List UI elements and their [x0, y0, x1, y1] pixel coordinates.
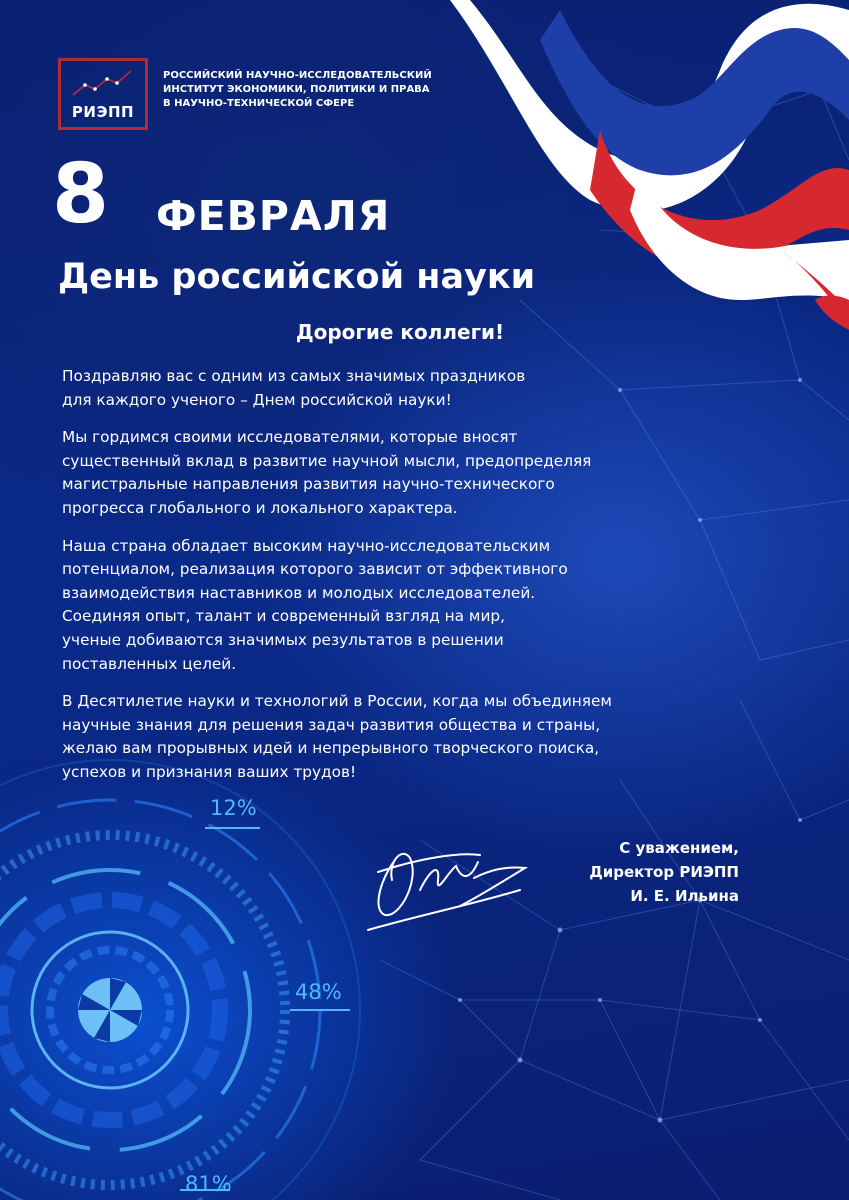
- signature-position: Директор РИЭПП: [589, 863, 739, 881]
- institute-name: [163, 69, 483, 111]
- paragraph: [62, 426, 762, 520]
- paragraph-line: Наша страна обладает высоким научно-исследовательским: [62, 536, 551, 555]
- paragraph-line: прогресса глобального и локального характера.: [62, 498, 458, 517]
- chart-trend-icon: [71, 69, 137, 99]
- paragraph: [62, 365, 762, 412]
- paragraph-line: ученые добиваются значимых результатов в решении: [62, 630, 504, 649]
- logo-abbreviation: РИЭПП: [71, 103, 135, 121]
- date-month: ФЕВРАЛЯ: [156, 192, 391, 240]
- paragraph-line: для каждого ученого – Днем российской науки!: [62, 390, 452, 409]
- letter-body: [62, 365, 762, 799]
- institute-name-line: РОССИЙСКИЙ НАУЧНО-ИССЛЕДОВАТЕЛЬСКИЙ: [163, 70, 432, 81]
- hud-percentage-label: 12%: [210, 796, 257, 820]
- paragraph-line: поставленных целей.: [62, 654, 237, 673]
- paragraph-line: В Десятилетие науки и технологий в России, когда мы объединяем: [62, 692, 612, 711]
- paragraph-line: Соединяя опыт, талант и современный взгляд на мир,: [62, 607, 505, 626]
- paragraph-line: существенный вклад в развитие научной мысли, предопределяя: [62, 451, 592, 470]
- paragraph: [62, 690, 762, 784]
- signature-name: И. Е. Ильина: [630, 887, 739, 905]
- paragraph-line: магистральные направления развития научно-технического: [62, 475, 555, 494]
- signature-closing: С уважением,: [619, 839, 739, 857]
- institute-logo: [58, 58, 148, 130]
- paragraph-line: научные знания для решения задач развития общества и страны,: [62, 715, 601, 734]
- paragraph-line: успехов и признания ваших трудов!: [62, 762, 357, 781]
- greeting-heading: [0, 320, 800, 344]
- hud-percentage-label: 48%: [295, 980, 342, 1004]
- date-day: 8: [52, 147, 110, 242]
- paragraph-line: Поздравляю вас с одним из самых значимых праздников: [62, 367, 526, 385]
- paragraph-line: желаю вам прорывных идей и непрерывного творческого поиска,: [62, 739, 600, 758]
- signature-block: [589, 836, 739, 908]
- paragraph-line: потенциалом, реализация которого зависит от эффективного: [62, 560, 568, 579]
- paragraph-line: Мы гордимся своими исследователями, которые вносят: [62, 428, 518, 447]
- greeting-text: Дорогие коллеги!: [295, 320, 505, 344]
- institute-name-line: В НАУЧНО-ТЕХНИЧЕСКОЙ СФЕРЕ: [163, 98, 355, 109]
- hud-percentage-label: 81%: [185, 1172, 232, 1196]
- holiday-title: День российской науки: [58, 257, 536, 297]
- institute-name-line: ИНСТИТУТ ЭКОНОМИКИ, ПОЛИТИКИ И ПРАВА: [163, 84, 430, 95]
- paragraph-line: взаимодействия наставников и молодых исследователей.: [62, 583, 536, 602]
- paragraph: [62, 535, 762, 677]
